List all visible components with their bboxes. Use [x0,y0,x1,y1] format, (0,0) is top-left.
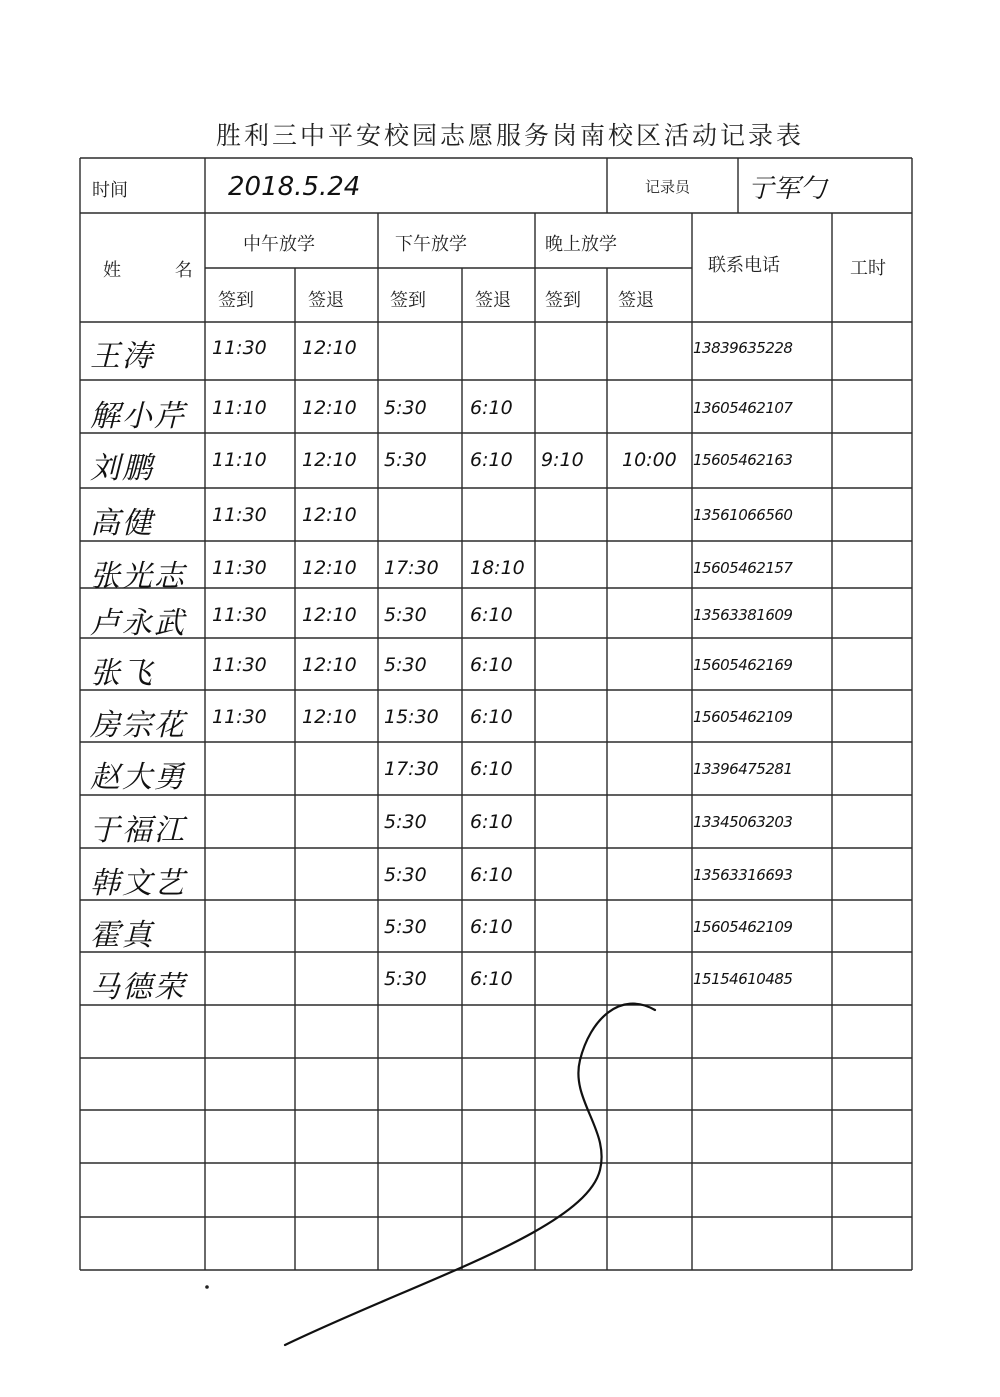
afternoon-sign-out: 18:10 [470,557,525,579]
name-header: 姓 名 [103,260,217,281]
hours-header: 工时 [850,258,886,279]
phone-number: 13839635228 [693,339,793,357]
noon-sign-in: 11:30 [212,706,267,728]
recorder-label: 记录员 [645,178,691,196]
afternoon-sign-in-header: 签到 [390,290,426,311]
noon-sign-out: 12:10 [302,706,357,728]
phone-number: 13396475281 [693,760,793,778]
handwritten-recorder: 亍军勹 [748,174,827,204]
sheet-title: 胜利三中平安校园志愿服务岗南校区活动记录表 [215,121,804,150]
noon-sign-in: 11:30 [212,604,267,626]
phone-number: 15605462157 [693,559,793,577]
evening-sign-in-header: 签到 [545,290,581,311]
noon-sign-out: 12:10 [302,449,357,471]
afternoon-sign-out: 6:10 [470,916,513,938]
handwritten-date: 2018.5.24 [228,172,361,202]
afternoon-sign-out: 6:10 [470,706,513,728]
afternoon-sign-out: 6:10 [470,968,513,990]
noon-sign-in: 11:10 [212,449,267,471]
afternoon-sign-in: 5:30 [384,654,427,676]
afternoon-header: 下午放学 [395,234,467,255]
phone-number: 15154610485 [693,970,793,988]
afternoon-sign-in: 15:30 [384,706,439,728]
time-label: 时间 [92,180,128,201]
afternoon-sign-in: 5:30 [384,968,427,990]
volunteer-name: 赵大勇 [90,760,186,795]
phone-number: 13605462107 [693,399,793,417]
noon-sign-out-header: 签退 [308,290,344,311]
afternoon-sign-out: 6:10 [470,449,513,471]
afternoon-sign-out: 6:10 [470,654,513,676]
noon-sign-in: 11:30 [212,337,267,359]
noon-sign-out: 12:10 [302,504,357,526]
volunteer-name: 霍真 [90,918,154,953]
volunteer-name: 高健 [90,506,154,541]
volunteer-name: 于福江 [90,813,186,848]
afternoon-sign-out-header: 签退 [475,290,511,311]
afternoon-sign-in: 5:30 [384,397,427,419]
afternoon-sign-out: 6:10 [470,397,513,419]
noon-sign-in: 11:30 [212,557,267,579]
afternoon-sign-in: 5:30 [384,916,427,938]
afternoon-sign-in: 5:30 [384,811,427,833]
volunteer-name: 王涛 [90,339,154,374]
afternoon-sign-out: 6:10 [470,758,513,780]
noon-sign-out: 12:10 [302,654,357,676]
phone-number: 13561066560 [693,506,793,524]
noon-sign-in: 11:10 [212,397,267,419]
phone-number: 13563316693 [693,866,793,884]
volunteer-name: 张飞 [90,656,154,691]
noon-sign-in-header: 签到 [218,290,254,311]
volunteer-name: 房宗花 [90,708,186,743]
afternoon-sign-in: 5:30 [384,449,427,471]
phone-number: 15605462163 [693,451,793,469]
afternoon-sign-in: 17:30 [384,557,439,579]
noon-sign-out: 12:10 [302,604,357,626]
noon-sign-in: 11:30 [212,504,267,526]
noon-sign-out: 12:10 [302,337,357,359]
phone-number: 15605462109 [693,708,793,726]
noon-header: 中午放学 [243,234,315,255]
volunteer-name: 张光志 [90,559,186,594]
phone-number: 13345063203 [693,813,793,831]
evening-sign-out: 10:00 [622,449,677,471]
afternoon-sign-out: 6:10 [470,604,513,626]
volunteer-name: 解小芹 [90,399,186,434]
evening-sign-in: 9:10 [541,449,584,471]
evening-header: 晚上放学 [545,234,617,255]
phone-number: 15605462109 [693,918,793,936]
phone-number: 15605462169 [693,656,793,674]
afternoon-sign-out: 6:10 [470,811,513,833]
noon-sign-in: 11:30 [212,654,267,676]
afternoon-sign-in: 5:30 [384,864,427,886]
volunteer-name: 马德荣 [90,970,186,1005]
volunteer-name: 韩文艺 [90,866,186,901]
volunteer-name: 刘鹏 [90,451,154,486]
noon-sign-out: 12:10 [302,397,357,419]
afternoon-sign-out: 6:10 [470,864,513,886]
afternoon-sign-in: 5:30 [384,604,427,626]
afternoon-sign-in: 17:30 [384,758,439,780]
volunteer-name: 卢永武 [90,606,186,641]
noon-sign-out: 12:10 [302,557,357,579]
evening-sign-out-header: 签退 [618,290,654,311]
phone-header: 联系电话 [708,255,780,276]
phone-number: 13563381609 [693,606,793,624]
